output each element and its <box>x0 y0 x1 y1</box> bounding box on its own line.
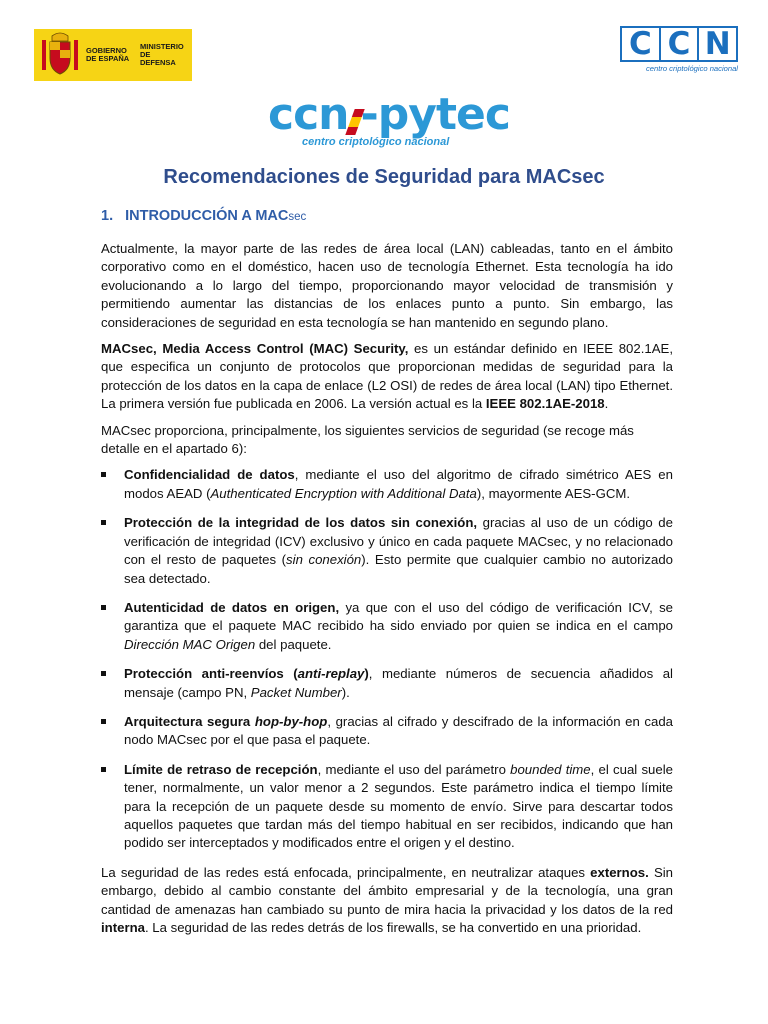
list-item: Arquitectura segura hop-by-hop, gracias al cifrado y descifrado de la información en cada nodo MACsec por el que pasa el paquete. <box>101 713 673 750</box>
ccn-letter: C <box>661 28 700 60</box>
bullet-icon <box>101 605 106 610</box>
bullet-icon <box>101 671 106 676</box>
bullet-icon <box>101 767 106 772</box>
list-item: Protección anti-reenvíos (anti-replay), mediante números de secuencia añadidos al mensaje (campo PN, Packet Number). <box>101 665 673 702</box>
section-number: 1. <box>101 208 114 224</box>
pytec-subtitle: centro criptológico nacional <box>302 136 450 148</box>
paragraph-intro: Actualmente, la mayor parte de las redes de área local (LAN) cableadas, tanto en el ámbito corporativo como en el doméstico, hacen uso de tecnología Ethernet. Esta tecnología ha ido evolucionando a lo largo del tiempo, proporcionando mayor velocidad de transmisión y permitiendo aumentar las distancias de los enlaces punto a punto. Sin embargo, las consideraciones de seguridad en esta tecnología se han mantenido en segundo plano. <box>101 241 673 330</box>
ccn-pytec-logo <box>268 89 510 154</box>
section-heading <box>101 208 306 224</box>
ccn-letter: C <box>622 28 661 60</box>
coat-of-arms-icon <box>40 32 80 78</box>
bullet-icon <box>101 719 106 724</box>
ccn-letter: N <box>704 26 731 62</box>
body-text <box>101 240 673 945</box>
ministerio-text: MINISTERIO DE DEFENSA <box>140 42 184 67</box>
gobierno-espana-logo <box>34 29 192 81</box>
bullet-icon <box>101 520 106 525</box>
ccn-logo <box>620 26 742 76</box>
ccn-subtitle: centro criptológico nacional <box>645 64 738 73</box>
list-item: Protección de la integridad de los datos sin conexión, gracias al uso de un código de verificación de integridad (ICV) exclusivo y único en cada paquete MACsec, y no relacionado con el resto de paquetes (sin conexión). Esto permite que cualquier cambio no autorizado sea detectado. <box>101 514 673 588</box>
bullet-icon <box>101 472 106 477</box>
paragraph-network-security: La seguridad de las redes está enfocada, principalmente, en neutralizar ataques externos. Sin embargo, debido al cambio constante del ámbito empresarial y de la tecnología, una gran cantidad de amenazas han cambiado su punto de mira hacia la privacidad y los datos de la red interna. La seguridad de las redes detrás de los firewalls, se ha convertido en una prioridad. <box>101 864 674 935</box>
paragraph-services-intro: MACsec proporciona, principalmente, los siguientes servicios de seguridad (se recoge más detalle en el apartado 6): <box>101 422 634 457</box>
document-title: Recomendaciones de Seguridad para MACsec <box>163 166 605 188</box>
section-title: INTRODUCCIÓN A MAC <box>125 208 289 224</box>
list-item: Confidencialidad de datos, mediante el uso del algoritmo de cifrado simétrico AES en modos AEAD (Authenticated Encryption with Additional Data), mayormente AES-GCM. <box>101 466 673 503</box>
list-item: Autenticidad de datos en origen, ya que con el uso del código de verificación ICV, se garantiza que el paquete MAC recibido ha sido enviado por quien se indica en el campo Dirección MAC Origen del paquete. <box>101 599 673 654</box>
paragraph-macsec-definition: MACsec, Media Access Control (MAC) Security, es un estándar definido en IEEE 802.1AE, que especifica un conjunto de protocolos que proporcionan medidas de seguridad para la protección de los datos en la capa de enlace (L2 OSI) de redes de área local (LAN) tipo Ethernet. La primera versión fue publicada en 2006. La versión actual es la IEEE 802.1AE-2018. <box>101 341 673 412</box>
gobierno-text: GOBIERNO DE ESPAÑA <box>86 46 130 63</box>
list-item: Límite de retraso de recepción, mediante el uso del parámetro bounded time, el cual suele tener, normalmente, un valor menor a 2 segundos. Este parámetro indica el tiempo límite para la recepción de un paquete desde su momento de envío. Sirve para descartar todos aquellos paquetes que tardan más del tiempo habitual en ser recibidos, indicando que han podido ser interceptados y modificados entre el origen y el destino. <box>101 761 673 853</box>
pytec-wordmark: ccn -pytec <box>268 89 510 140</box>
services-list <box>101 466 673 852</box>
section-title-small: sec <box>288 211 307 223</box>
